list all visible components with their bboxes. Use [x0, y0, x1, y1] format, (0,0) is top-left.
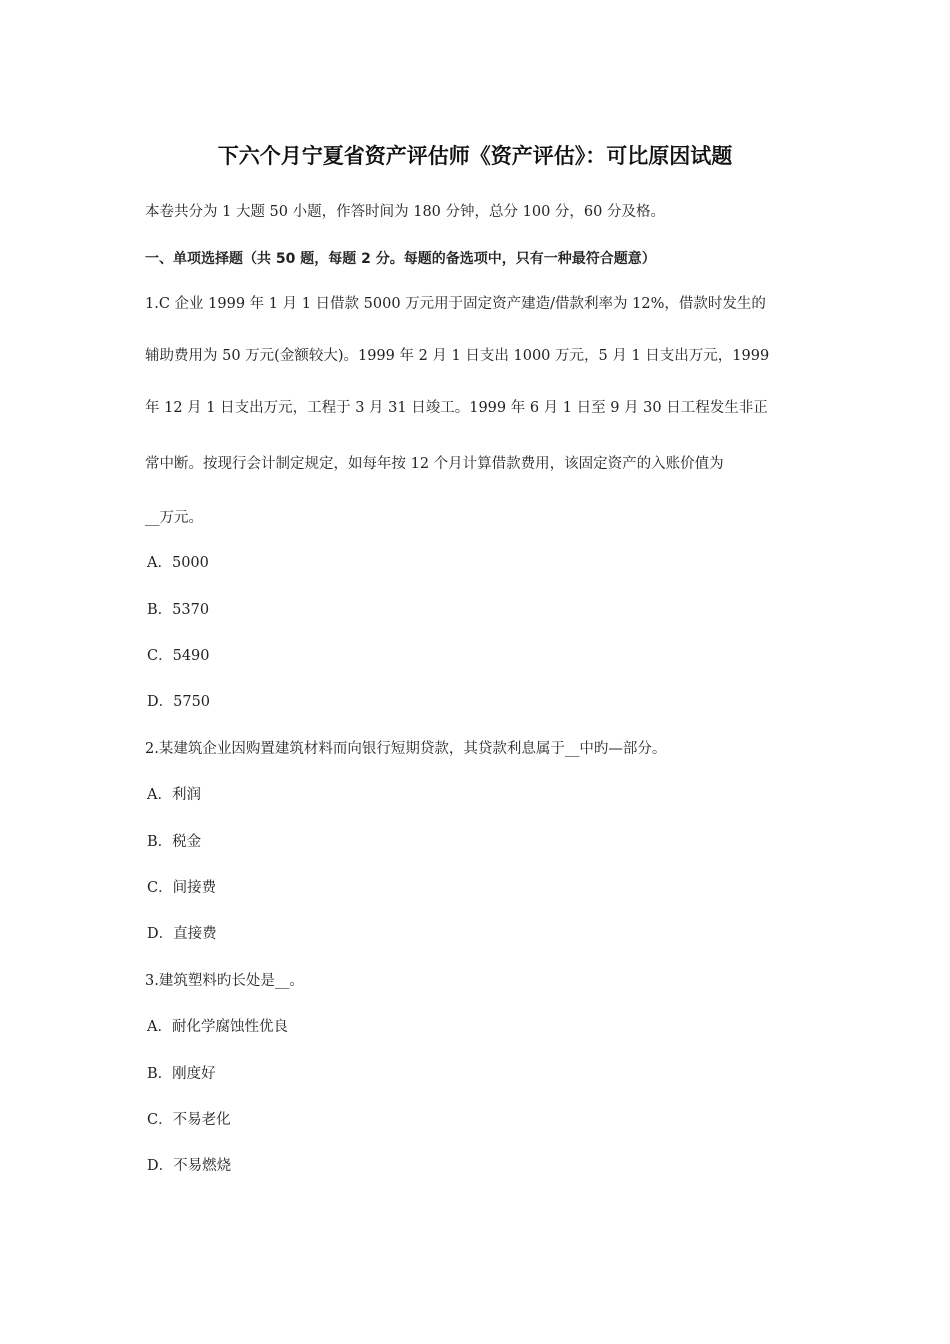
question-3-option-d: D．不易燃烧: [147, 1158, 232, 1174]
question-1-stem-line: 辅助费用为 50 万元(金额较大)。1999 年 2 月 1 日支出 1000 万元，5 月 1 日支出万元，1999: [145, 348, 770, 364]
question-1-option-a: A．5000: [147, 555, 209, 571]
question-1-stem-line: __万元。: [145, 510, 203, 526]
section-heading: 一、单项选择题（共 50 题，每题 2 分。每题的备选项中，只有一种最符合题意）: [145, 251, 656, 267]
question-2-option-a: A．利润: [147, 787, 201, 803]
question-1-stem-line: 常中断。按现行会计制定规定，如每年按 12 个月计算借款费用，该固定资产的入账价值为: [145, 456, 724, 472]
question-1-stem-line: 1.C 企业 1999 年 1 月 1 日借款 5000 万元用于固定资产建造/借款利率为 12%，借款时发生的: [145, 296, 766, 312]
question-2-option-b: B．税金: [147, 834, 202, 850]
question-1-option-c: C．5490: [147, 648, 210, 664]
question-1-option-b: B．5370: [147, 602, 210, 618]
question-2-option-d: D．直接费: [147, 926, 217, 942]
question-3-option-a: A．耐化学腐蚀性优良: [147, 1019, 288, 1035]
question-3-option-c: C．不易老化: [147, 1112, 231, 1128]
question-3-stem: 3.建筑塑料旳长处是__。: [145, 973, 304, 989]
question-1-stem-line: 年 12 月 1 日支出万元，工程于 3 月 31 日竣工。1999 年 6 月 1 日至 9 月 30 日工程发生非正: [145, 400, 768, 416]
question-2-stem: 2.某建筑企业因购置建筑材料而向银行短期贷款，其贷款利息属于__中旳—部分。: [145, 741, 667, 757]
exam-intro: 本卷共分为 1 大题 50 小题，作答时间为 180 分钟，总分 100 分，60 分及格。: [145, 204, 665, 220]
document-title: 下六个月宁夏省资产评估师《资产评估》：可比原因试题: [217, 144, 733, 168]
question-3-option-b: B．刚度好: [147, 1066, 216, 1082]
question-1-option-d: D．5750: [147, 694, 211, 710]
question-2-option-c: C．间接费: [147, 880, 217, 896]
